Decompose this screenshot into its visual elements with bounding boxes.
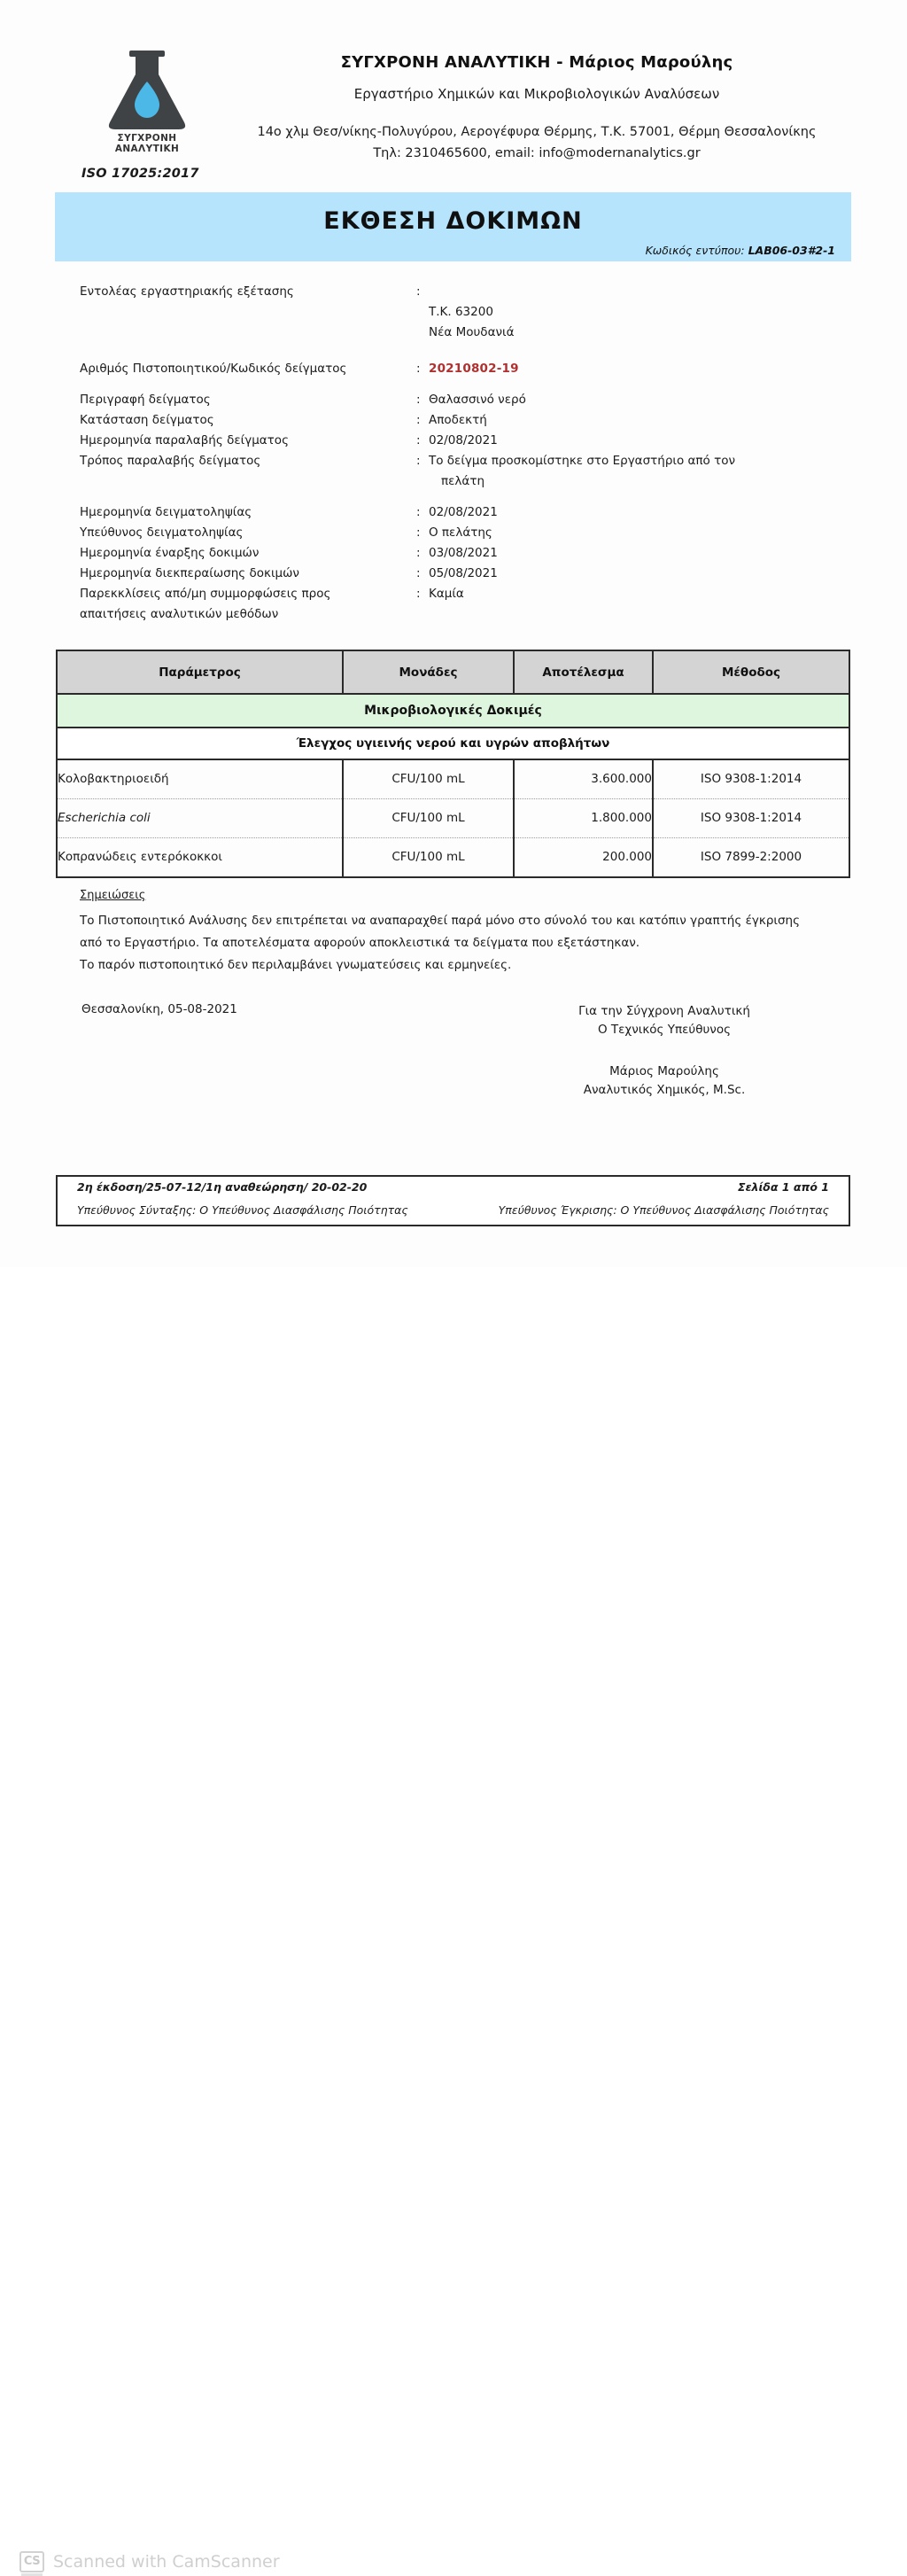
footer-page-number: Σελίδα 1 από 1 bbox=[738, 1180, 829, 1194]
camscanner-bar bbox=[0, 1267, 907, 2572]
results-table bbox=[56, 650, 850, 878]
document-footer bbox=[56, 1175, 850, 1226]
metadata-field bbox=[0, 323, 907, 343]
metadata-field-value: πελάτη bbox=[441, 474, 485, 488]
company-name: ΣΥΓΧΡΟΝΗ ΑΝΑΛΥΤΙΚΗ - Μάριος Μαρούλης bbox=[340, 53, 733, 72]
cell-result: 200.000 bbox=[514, 837, 653, 876]
metadata-field-label: Αριθμός Πιστοποιητικού/Κωδικός δείγματος bbox=[80, 362, 347, 376]
footer-row-responsibles bbox=[58, 1200, 849, 1223]
notes-body bbox=[80, 910, 841, 977]
metadata-field bbox=[0, 431, 907, 451]
metadata-field bbox=[0, 604, 907, 625]
signature-block bbox=[478, 1002, 850, 1100]
metadata-field bbox=[0, 564, 907, 584]
notes-section bbox=[80, 889, 841, 977]
metadata-field-value: Νέα Μουδανιά bbox=[429, 325, 515, 339]
metadata-field-value: Θαλασσινό νερό bbox=[429, 393, 526, 407]
subgroup-header-label: Έλεγχος υγιεινής νερού και υγρών αποβλήτων bbox=[58, 728, 849, 759]
place-and-date: Θεσσαλονίκη, 05-08-2021 bbox=[81, 1002, 237, 1016]
footer-approver: Υπεύθυνος Έγκρισης: Ο Υπεύθυνος Διασφάλισης Ποιότητας bbox=[498, 1203, 829, 1217]
metadata-field-value: 05/08/2021 bbox=[429, 566, 498, 580]
signer-title: Αναλυτικός Χημικός, M.Sc. bbox=[583, 1083, 746, 1097]
metadata-field bbox=[0, 302, 907, 323]
metadata-field-colon: : bbox=[416, 284, 421, 299]
metadata-field-colon: : bbox=[416, 587, 421, 601]
metadata-field-value: Ο πελάτης bbox=[429, 525, 492, 540]
metadata-field-label: Ημερομηνία παραλαβής δείγματος bbox=[80, 433, 289, 447]
metadata-field-label: Ημερομηνία έναρξης δοκιμών bbox=[80, 546, 260, 560]
metadata-field-label: Παρεκκλίσεις από/μη συμμορφώσεις προς bbox=[80, 587, 331, 601]
subgroup-header-row bbox=[58, 728, 849, 759]
metadata-field bbox=[0, 471, 907, 492]
results-table-body bbox=[58, 694, 849, 876]
form-code-label: Κωδικός εντύπου: bbox=[645, 244, 745, 257]
metadata-field bbox=[0, 523, 907, 543]
cell-method: ISO 9308-1:2014 bbox=[653, 759, 849, 798]
metadata-field-colon: : bbox=[416, 433, 421, 447]
camscanner-logo-icon: CS bbox=[19, 2551, 44, 2572]
flask-icon bbox=[85, 50, 209, 131]
metadata-field-value: 02/08/2021 bbox=[429, 433, 498, 447]
cell-result: 3.600.000 bbox=[514, 759, 653, 798]
metadata-field bbox=[0, 543, 907, 564]
notes-line: Το παρόν πιστοποιητικό δεν περιλαμβάνει γνωματεύσεις και ερμηνείες. bbox=[80, 958, 512, 972]
page-title: ΕΚΘΕΣΗ ΔΟΚΙΜΩΝ bbox=[323, 207, 583, 235]
form-code bbox=[646, 244, 835, 257]
notes-line: από το Εργαστήριο. Τα αποτελέσματα αφορούν αποκλειστικά τα δείγματα που εξετάστηκαν. bbox=[80, 936, 640, 950]
cell-parameter: Escherichia coli bbox=[58, 798, 343, 837]
form-code-value: LAB06-03#2-1 bbox=[748, 244, 835, 257]
column-header-result: Αποτέλεσμα bbox=[514, 651, 653, 694]
cell-units: CFU/100 mL bbox=[343, 759, 514, 798]
report-title-banner bbox=[55, 192, 851, 261]
group-header-row bbox=[58, 694, 849, 728]
on-behalf-of-line-2: Ο Τεχνικός Υπεύθυνος bbox=[597, 1023, 732, 1037]
footer-edition: 2η έκδοση/25-07-12/1η αναθεώρηση/ 20-02-20 bbox=[77, 1180, 368, 1194]
metadata-field-colon: : bbox=[416, 362, 421, 376]
signature-space bbox=[478, 1039, 850, 1062]
document-page bbox=[0, 0, 907, 1267]
signer-name: Μάριος Μαρούλης bbox=[609, 1064, 719, 1078]
metadata-field-label: Περιγραφή δείγματος bbox=[80, 393, 211, 407]
metadata-field-colon: : bbox=[416, 505, 421, 519]
company-subtitle: Εργαστήριο Χημικών και Μικροβιολογικών Αναλύσεων bbox=[353, 86, 720, 102]
footer-row-edition bbox=[58, 1177, 849, 1200]
cell-units: CFU/100 mL bbox=[343, 837, 514, 876]
document-header bbox=[0, 46, 907, 183]
metadata-field-label: Υπεύθυνος δειγματοληψίας bbox=[80, 525, 244, 540]
metadata-field-label: Εντολέας εργαστηριακής εξέτασης bbox=[80, 284, 294, 299]
table-row bbox=[58, 798, 849, 837]
on-behalf-of-line-1: Για την Σύγχρονη Αναλυτική bbox=[578, 1004, 750, 1018]
table-header-row bbox=[58, 651, 849, 694]
logo-caption-line-2: ΑΝΑΛΥΤΙΚΗ bbox=[114, 144, 180, 154]
metadata-field-colon: : bbox=[416, 566, 421, 580]
metadata-field-value: Καμία bbox=[429, 587, 464, 601]
column-header-method: Μέθοδος bbox=[653, 651, 849, 694]
notes-line: Το Πιστοποιητικό Ανάλυσης δεν επιτρέπεται να αναπαραχθεί παρά μόνο στο σύνολό του και κατόπιν γραπτής έγκρισης bbox=[80, 914, 800, 928]
company-logo bbox=[85, 50, 209, 154]
metadata-field-value: 02/08/2021 bbox=[429, 505, 498, 519]
metadata-field bbox=[0, 502, 907, 523]
metadata-field-colon: : bbox=[416, 454, 421, 468]
metadata-field-value: 20210802-19 bbox=[429, 362, 519, 376]
metadata-field-label: Τρόπος παραλαβής δείγματος bbox=[80, 454, 261, 468]
metadata-field bbox=[0, 390, 907, 410]
camscanner-text: Scanned with CamScanner bbox=[53, 2552, 280, 2572]
company-contact: Τηλ: 2310465600, email: info@modernanalytics.gr bbox=[373, 146, 701, 160]
cell-method: ISO 7899-2:2000 bbox=[700, 850, 802, 865]
metadata-field-label: Ημερομηνία διεκπεραίωσης δοκιμών bbox=[80, 566, 299, 580]
metadata-field-colon: : bbox=[416, 525, 421, 540]
metadata-field-value: Τ.Κ. 63200 bbox=[429, 305, 493, 319]
metadata-field bbox=[0, 410, 907, 431]
metadata-field-colon: : bbox=[416, 546, 421, 560]
notes-title: Σημειώσεις bbox=[80, 889, 146, 902]
metadata-field-value: 03/08/2021 bbox=[429, 546, 498, 560]
metadata-field-value: Το δείγμα προσκομίστηκε στο Εργαστήριο από τον bbox=[429, 454, 736, 468]
metadata-field-colon: : bbox=[416, 393, 421, 407]
footer-author: Υπεύθυνος Σύνταξης: Ο Υπεύθυνος Διασφάλισης Ποιότητας bbox=[77, 1203, 408, 1217]
column-header-parameter: Παράμετρος bbox=[58, 651, 343, 694]
metadata-field-label: απαιτήσεις αναλυτικών μεθόδων bbox=[80, 607, 279, 621]
group-header-label: Μικροβιολογικές Δοκιμές bbox=[58, 694, 849, 728]
metadata-field bbox=[0, 359, 907, 379]
cell-result: 1.800.000 bbox=[514, 798, 653, 837]
logo-caption-line-1: ΣΥΓΧΡΟΝΗ bbox=[117, 133, 177, 144]
metadata-field bbox=[0, 584, 907, 604]
metadata-field-colon: : bbox=[416, 413, 421, 427]
cell-parameter: Κολοβακτηριοειδή bbox=[58, 759, 343, 798]
column-header-units: Μονάδες bbox=[343, 651, 514, 694]
metadata-field-label: Ημερομηνία δειγματοληψίας bbox=[80, 505, 252, 519]
table-row bbox=[58, 837, 849, 876]
table-row bbox=[58, 759, 849, 798]
cell-units: CFU/100 mL bbox=[343, 798, 514, 837]
company-details bbox=[209, 53, 864, 164]
metadata-field bbox=[0, 451, 907, 471]
metadata-field-label: Κατάσταση δείγματος bbox=[80, 413, 214, 427]
metadata-field-value: Αποδεκτή bbox=[429, 413, 487, 427]
metadata-field bbox=[0, 282, 907, 302]
company-address: 14ο χλμ Θεσ/νίκης-Πολυγύρου, Αερογέφυρα Θέρμης, Τ.Κ. 57001, Θέρμη Θεσσαλονίκης bbox=[257, 125, 817, 139]
cell-method: ISO 9308-1:2014 bbox=[653, 798, 849, 837]
logo-caption bbox=[85, 133, 209, 154]
iso-accreditation: ISO 17025:2017 bbox=[81, 167, 199, 181]
cell-parameter: Κοπρανώδεις εντερόκοκκοι bbox=[58, 837, 343, 876]
